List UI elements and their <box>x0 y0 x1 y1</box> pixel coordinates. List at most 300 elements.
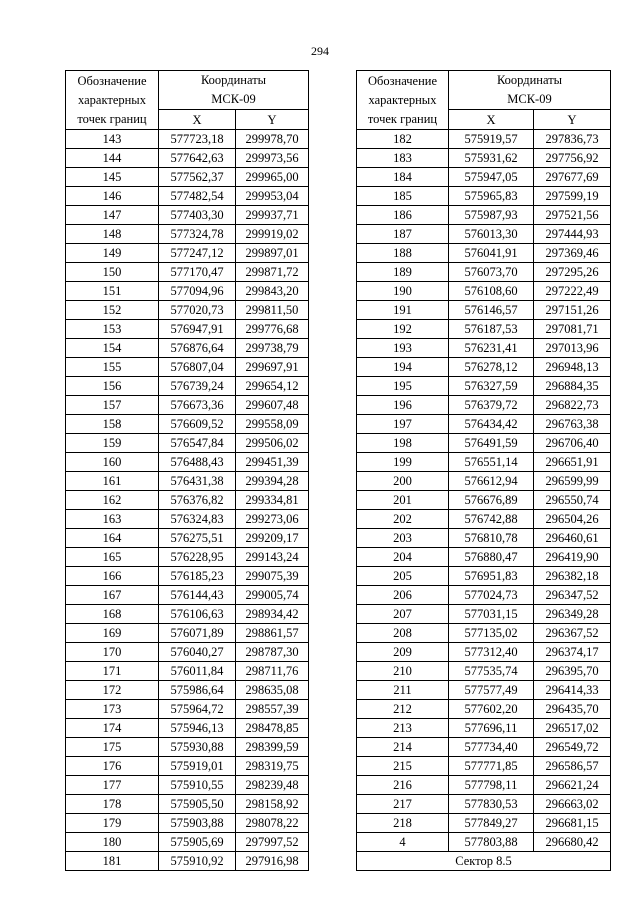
point-id-cell: 166 <box>66 567 159 586</box>
point-id-cell: 152 <box>66 301 159 320</box>
point-id-cell: 213 <box>357 719 449 738</box>
x-coordinate-cell: 575987,93 <box>449 206 534 225</box>
table-row <box>357 719 611 738</box>
x-coordinate-cell: 576376,82 <box>159 491 236 510</box>
x-coordinate-cell: 576011,84 <box>159 662 236 681</box>
y-coordinate-cell: 297295,26 <box>534 263 611 282</box>
point-id-cell: 151 <box>66 282 159 301</box>
y-coordinate-cell: 296948,13 <box>534 358 611 377</box>
x-coordinate-cell: 576880,47 <box>449 548 534 567</box>
x-coordinate-cell: 577324,78 <box>159 225 236 244</box>
point-id-cell: 204 <box>357 548 449 567</box>
point-id-cell: 207 <box>357 605 449 624</box>
x-coordinate-cell: 576547,84 <box>159 434 236 453</box>
x-coordinate-cell: 575910,55 <box>159 776 236 795</box>
table-row <box>357 681 611 700</box>
y-coordinate-cell: 297444,93 <box>534 225 611 244</box>
x-header: X <box>449 110 534 130</box>
x-coordinate-cell: 575947,05 <box>449 168 534 187</box>
y-coordinate-cell: 299654,12 <box>236 377 309 396</box>
x-coordinate-cell: 577403,30 <box>159 206 236 225</box>
point-id-cell: 192 <box>357 320 449 339</box>
y-coordinate-cell: 297369,46 <box>534 244 611 263</box>
table-row <box>66 130 309 149</box>
x-header: X <box>159 110 236 130</box>
y-header: Y <box>534 110 611 130</box>
x-coordinate-cell: 576144,43 <box>159 586 236 605</box>
y-coordinate-cell: 297521,56 <box>534 206 611 225</box>
x-coordinate-cell: 577024,73 <box>449 586 534 605</box>
x-coordinate-cell: 577723,18 <box>159 130 236 149</box>
point-id-cell: 164 <box>66 529 159 548</box>
point-id-cell: 148 <box>66 225 159 244</box>
x-coordinate-cell: 576947,91 <box>159 320 236 339</box>
x-coordinate-cell: 575964,72 <box>159 700 236 719</box>
coords-label-line: Координаты <box>496 73 563 87</box>
y-coordinate-cell: 297756,92 <box>534 149 611 168</box>
table-row <box>357 263 611 282</box>
x-coordinate-cell: 577312,40 <box>449 643 534 662</box>
table-row <box>357 130 611 149</box>
table-row <box>66 681 309 700</box>
x-coordinate-cell: 577803,88 <box>449 833 534 852</box>
table-row <box>357 320 611 339</box>
table-row <box>66 814 309 833</box>
coords-label-line: МСК-09 <box>211 92 256 106</box>
table-row <box>357 833 611 852</box>
point-id-cell: 182 <box>357 130 449 149</box>
table-row <box>66 491 309 510</box>
table-row <box>357 776 611 795</box>
point-id-cell: 209 <box>357 643 449 662</box>
table-row <box>66 529 309 548</box>
table-row <box>357 282 611 301</box>
y-coordinate-cell: 298239,48 <box>236 776 309 795</box>
x-coordinate-cell: 577094,96 <box>159 282 236 301</box>
x-coordinate-cell: 576673,36 <box>159 396 236 415</box>
point-label-line: Обозначение <box>367 73 438 88</box>
point-label-line: точек границ <box>367 111 438 126</box>
y-coordinate-cell: 299506,02 <box>236 434 309 453</box>
x-coordinate-cell: 575903,88 <box>159 814 236 833</box>
point-label-line: характерных <box>78 92 146 107</box>
point-id-cell: 206 <box>357 586 449 605</box>
y-coordinate-cell: 299143,24 <box>236 548 309 567</box>
x-coordinate-cell: 576491,59 <box>449 434 534 453</box>
y-coordinate-cell: 296504,26 <box>534 510 611 529</box>
table-row <box>357 396 611 415</box>
x-coordinate-cell: 577602,20 <box>449 700 534 719</box>
y-coordinate-cell: 297222,49 <box>534 282 611 301</box>
y-coordinate-cell: 296621,24 <box>534 776 611 795</box>
x-coordinate-cell: 576275,51 <box>159 529 236 548</box>
x-coordinate-cell: 576431,38 <box>159 472 236 491</box>
point-id-cell: 202 <box>357 510 449 529</box>
y-coordinate-cell: 298158,92 <box>236 795 309 814</box>
table-row <box>66 624 309 643</box>
y-coordinate-cell: 296367,52 <box>534 624 611 643</box>
y-coordinate-cell: 296419,90 <box>534 548 611 567</box>
table-row <box>357 225 611 244</box>
point-id-cell: 162 <box>66 491 159 510</box>
point-id-cell: 175 <box>66 738 159 757</box>
y-coordinate-cell: 299451,39 <box>236 453 309 472</box>
x-coordinate-cell: 577734,40 <box>449 738 534 757</box>
x-coordinate-cell: 577642,63 <box>159 149 236 168</box>
table-row <box>357 339 611 358</box>
x-coordinate-cell: 576231,41 <box>449 339 534 358</box>
table-row <box>66 415 309 434</box>
point-id-cell: 177 <box>66 776 159 795</box>
point-id-cell: 146 <box>66 187 159 206</box>
x-coordinate-cell: 576185,23 <box>159 567 236 586</box>
table-row <box>357 624 611 643</box>
y-coordinate-cell: 296651,91 <box>534 453 611 472</box>
table-row <box>66 472 309 491</box>
point-id-cell: 194 <box>357 358 449 377</box>
point-id-cell: 153 <box>66 320 159 339</box>
x-coordinate-cell: 575930,88 <box>159 738 236 757</box>
y-coordinate-cell: 296586,57 <box>534 757 611 776</box>
point-id-cell: 187 <box>357 225 449 244</box>
x-coordinate-cell: 575919,01 <box>159 757 236 776</box>
table-row <box>357 548 611 567</box>
coordinates-table-right <box>356 70 611 871</box>
point-id-cell: 199 <box>357 453 449 472</box>
table-row <box>66 776 309 795</box>
x-coordinate-cell: 577577,49 <box>449 681 534 700</box>
table-row <box>66 795 309 814</box>
table-row <box>66 643 309 662</box>
point-id-cell: 185 <box>357 187 449 206</box>
x-coordinate-cell: 576324,83 <box>159 510 236 529</box>
table-row <box>357 700 611 719</box>
y-coordinate-cell: 298319,75 <box>236 757 309 776</box>
table-row <box>357 453 611 472</box>
point-id-cell: 179 <box>66 814 159 833</box>
y-coordinate-cell: 297916,98 <box>236 852 309 871</box>
table-row <box>66 377 309 396</box>
x-coordinate-cell: 577135,02 <box>449 624 534 643</box>
y-coordinate-cell: 298711,76 <box>236 662 309 681</box>
x-coordinate-cell: 576146,57 <box>449 301 534 320</box>
y-coordinate-cell: 299973,56 <box>236 149 309 168</box>
table-row <box>357 814 611 833</box>
y-coordinate-cell: 299937,71 <box>236 206 309 225</box>
table-row <box>66 662 309 681</box>
y-coordinate-cell: 299965,00 <box>236 168 309 187</box>
x-coordinate-cell: 576488,43 <box>159 453 236 472</box>
coords-label-line: Координаты <box>200 73 267 87</box>
y-coordinate-cell: 296681,15 <box>534 814 611 833</box>
y-coordinate-cell: 296395,70 <box>534 662 611 681</box>
point-designation-header <box>357 71 449 130</box>
point-id-cell: 147 <box>66 206 159 225</box>
point-id-cell: 169 <box>66 624 159 643</box>
x-coordinate-cell: 576278,12 <box>449 358 534 377</box>
point-id-cell: 170 <box>66 643 159 662</box>
y-coordinate-cell: 296763,38 <box>534 415 611 434</box>
x-coordinate-cell: 576676,89 <box>449 491 534 510</box>
point-id-cell: 214 <box>357 738 449 757</box>
x-coordinate-cell: 576876,64 <box>159 339 236 358</box>
point-id-cell: 173 <box>66 700 159 719</box>
table-row <box>357 206 611 225</box>
y-coordinate-cell: 296349,28 <box>534 605 611 624</box>
point-id-cell: 176 <box>66 757 159 776</box>
table-row <box>357 434 611 453</box>
y-coordinate-cell: 296460,61 <box>534 529 611 548</box>
x-coordinate-cell: 576807,04 <box>159 358 236 377</box>
table-row <box>66 225 309 244</box>
point-label-line: характерных <box>368 92 437 107</box>
x-coordinate-cell: 576041,91 <box>449 244 534 263</box>
y-coordinate-cell: 298787,30 <box>236 643 309 662</box>
x-coordinate-cell: 575946,13 <box>159 719 236 738</box>
table-row <box>357 662 611 681</box>
table-row <box>66 282 309 301</box>
point-id-cell: 143 <box>66 130 159 149</box>
table-row <box>66 453 309 472</box>
x-coordinate-cell: 576739,24 <box>159 377 236 396</box>
table-row <box>357 491 611 510</box>
x-coordinate-cell: 576106,63 <box>159 605 236 624</box>
point-id-cell: 188 <box>357 244 449 263</box>
point-id-cell: 172 <box>66 681 159 700</box>
x-coordinate-cell: 576073,70 <box>449 263 534 282</box>
table-row <box>357 529 611 548</box>
table-row <box>357 244 611 263</box>
y-coordinate-cell: 296347,52 <box>534 586 611 605</box>
point-id-cell: 212 <box>357 700 449 719</box>
table-row <box>357 149 611 168</box>
page-number: 294 <box>311 44 329 58</box>
table-row <box>66 339 309 358</box>
table-row <box>66 244 309 263</box>
x-coordinate-cell: 576040,27 <box>159 643 236 662</box>
y-coordinate-cell: 297997,52 <box>236 833 309 852</box>
x-coordinate-cell: 577830,53 <box>449 795 534 814</box>
x-coordinate-cell: 576013,30 <box>449 225 534 244</box>
y-coordinate-cell: 299209,17 <box>236 529 309 548</box>
point-id-cell: 158 <box>66 415 159 434</box>
x-coordinate-cell: 576742,88 <box>449 510 534 529</box>
x-coordinate-cell: 576810,78 <box>449 529 534 548</box>
point-id-cell: 211 <box>357 681 449 700</box>
y-coordinate-cell: 299897,01 <box>236 244 309 263</box>
table-row <box>66 301 309 320</box>
table-row <box>66 206 309 225</box>
y-coordinate-cell: 298934,42 <box>236 605 309 624</box>
point-id-cell: 183 <box>357 149 449 168</box>
y-coordinate-cell: 296414,33 <box>534 681 611 700</box>
y-coordinate-cell: 299558,09 <box>236 415 309 434</box>
y-coordinate-cell: 299843,20 <box>236 282 309 301</box>
x-coordinate-cell: 575919,57 <box>449 130 534 149</box>
y-coordinate-cell: 296680,42 <box>534 833 611 852</box>
table-row <box>357 738 611 757</box>
table-row <box>357 795 611 814</box>
table-row <box>357 510 611 529</box>
table-row <box>357 377 611 396</box>
point-id-cell: 145 <box>66 168 159 187</box>
table-row <box>357 586 611 605</box>
point-label-line: точек границ <box>77 111 147 126</box>
x-coordinate-cell: 577247,12 <box>159 244 236 263</box>
x-coordinate-cell: 575910,92 <box>159 852 236 871</box>
table-row <box>66 434 309 453</box>
y-coordinate-cell: 298635,08 <box>236 681 309 700</box>
y-coordinate-cell: 297081,71 <box>534 320 611 339</box>
point-id-cell: 197 <box>357 415 449 434</box>
y-coordinate-cell: 299005,74 <box>236 586 309 605</box>
point-id-cell: 218 <box>357 814 449 833</box>
table-row <box>357 187 611 206</box>
table-row <box>66 187 309 206</box>
x-coordinate-cell: 575905,69 <box>159 833 236 852</box>
table-row <box>66 510 309 529</box>
y-coordinate-cell: 299953,04 <box>236 187 309 206</box>
point-id-cell: 180 <box>66 833 159 852</box>
table-row <box>357 168 611 187</box>
table-row <box>66 586 309 605</box>
y-coordinate-cell: 296517,02 <box>534 719 611 738</box>
x-coordinate-cell: 575931,62 <box>449 149 534 168</box>
y-coordinate-cell: 298557,39 <box>236 700 309 719</box>
y-coordinate-cell: 298399,59 <box>236 738 309 757</box>
point-id-cell: 217 <box>357 795 449 814</box>
x-coordinate-cell: 577562,37 <box>159 168 236 187</box>
coords-label-line: МСК-09 <box>507 92 552 106</box>
point-id-cell: 195 <box>357 377 449 396</box>
table-row <box>357 301 611 320</box>
coordinates-header <box>449 71 611 110</box>
y-coordinate-cell: 296822,73 <box>534 396 611 415</box>
point-id-cell: 144 <box>66 149 159 168</box>
point-id-cell: 156 <box>66 377 159 396</box>
table-row <box>357 358 611 377</box>
point-id-cell: 157 <box>66 396 159 415</box>
x-coordinate-cell: 576108,60 <box>449 282 534 301</box>
x-coordinate-cell: 576612,94 <box>449 472 534 491</box>
y-coordinate-cell: 297677,69 <box>534 168 611 187</box>
table-row <box>66 320 309 339</box>
y-coordinate-cell: 297599,19 <box>534 187 611 206</box>
point-id-cell: 160 <box>66 453 159 472</box>
point-id-cell: 216 <box>357 776 449 795</box>
point-id-cell: 189 <box>357 263 449 282</box>
point-id-cell: 165 <box>66 548 159 567</box>
y-coordinate-cell: 296382,18 <box>534 567 611 586</box>
y-coordinate-cell: 296435,70 <box>534 700 611 719</box>
x-coordinate-cell: 577849,27 <box>449 814 534 833</box>
x-coordinate-cell: 576609,52 <box>159 415 236 434</box>
coordinates-header <box>159 71 309 110</box>
table-row <box>66 358 309 377</box>
table-row <box>357 415 611 434</box>
y-coordinate-cell: 296550,74 <box>534 491 611 510</box>
table-row <box>66 852 309 871</box>
table-row <box>66 263 309 282</box>
x-coordinate-cell: 577020,73 <box>159 301 236 320</box>
y-coordinate-cell: 296549,72 <box>534 738 611 757</box>
table-row <box>357 757 611 776</box>
point-id-cell: 186 <box>357 206 449 225</box>
x-coordinate-cell: 575965,83 <box>449 187 534 206</box>
point-id-cell: 208 <box>357 624 449 643</box>
y-coordinate-cell: 298861,57 <box>236 624 309 643</box>
point-id-cell: 201 <box>357 491 449 510</box>
x-coordinate-cell: 577696,11 <box>449 719 534 738</box>
table-row <box>66 605 309 624</box>
y-coordinate-cell: 297013,96 <box>534 339 611 358</box>
point-designation-header <box>66 71 159 130</box>
x-coordinate-cell: 576327,59 <box>449 377 534 396</box>
y-coordinate-cell: 299919,02 <box>236 225 309 244</box>
point-id-cell: 203 <box>357 529 449 548</box>
x-coordinate-cell: 576071,89 <box>159 624 236 643</box>
point-id-cell: 181 <box>66 852 159 871</box>
x-coordinate-cell: 576434,42 <box>449 415 534 434</box>
x-coordinate-cell: 577170,47 <box>159 263 236 282</box>
y-coordinate-cell: 296663,02 <box>534 795 611 814</box>
coordinates-table-left <box>65 70 309 871</box>
x-coordinate-cell: 576951,83 <box>449 567 534 586</box>
x-coordinate-cell: 577535,74 <box>449 662 534 681</box>
point-id-cell: 159 <box>66 434 159 453</box>
y-coordinate-cell: 299776,68 <box>236 320 309 339</box>
y-coordinate-cell: 299394,28 <box>236 472 309 491</box>
y-coordinate-cell: 299607,48 <box>236 396 309 415</box>
point-id-cell: 155 <box>66 358 159 377</box>
table-row <box>66 396 309 415</box>
point-id-cell: 193 <box>357 339 449 358</box>
x-coordinate-cell: 576379,72 <box>449 396 534 415</box>
table-row <box>66 168 309 187</box>
point-id-cell: 200 <box>357 472 449 491</box>
table-row <box>357 643 611 662</box>
x-coordinate-cell: 577798,11 <box>449 776 534 795</box>
table-row <box>66 567 309 586</box>
x-coordinate-cell: 577771,85 <box>449 757 534 776</box>
point-id-cell: 4 <box>357 833 449 852</box>
y-coordinate-cell: 298078,22 <box>236 814 309 833</box>
x-coordinate-cell: 575986,64 <box>159 681 236 700</box>
point-id-cell: 215 <box>357 757 449 776</box>
point-id-cell: 210 <box>357 662 449 681</box>
y-coordinate-cell: 296884,35 <box>534 377 611 396</box>
y-coordinate-cell: 299075,39 <box>236 567 309 586</box>
table-row <box>66 719 309 738</box>
x-coordinate-cell: 576228,95 <box>159 548 236 567</box>
y-coordinate-cell: 299871,72 <box>236 263 309 282</box>
point-id-cell: 168 <box>66 605 159 624</box>
point-id-cell: 174 <box>66 719 159 738</box>
table-row <box>66 757 309 776</box>
point-id-cell: 167 <box>66 586 159 605</box>
table-row <box>66 700 309 719</box>
point-id-cell: 191 <box>357 301 449 320</box>
point-id-cell: 149 <box>66 244 159 263</box>
table-row <box>66 149 309 168</box>
y-coordinate-cell: 299697,91 <box>236 358 309 377</box>
table-row <box>66 833 309 852</box>
table-row <box>66 738 309 757</box>
table-row <box>66 548 309 567</box>
y-coordinate-cell: 297836,73 <box>534 130 611 149</box>
y-coordinate-cell: 299811,50 <box>236 301 309 320</box>
y-coordinate-cell: 296599,99 <box>534 472 611 491</box>
